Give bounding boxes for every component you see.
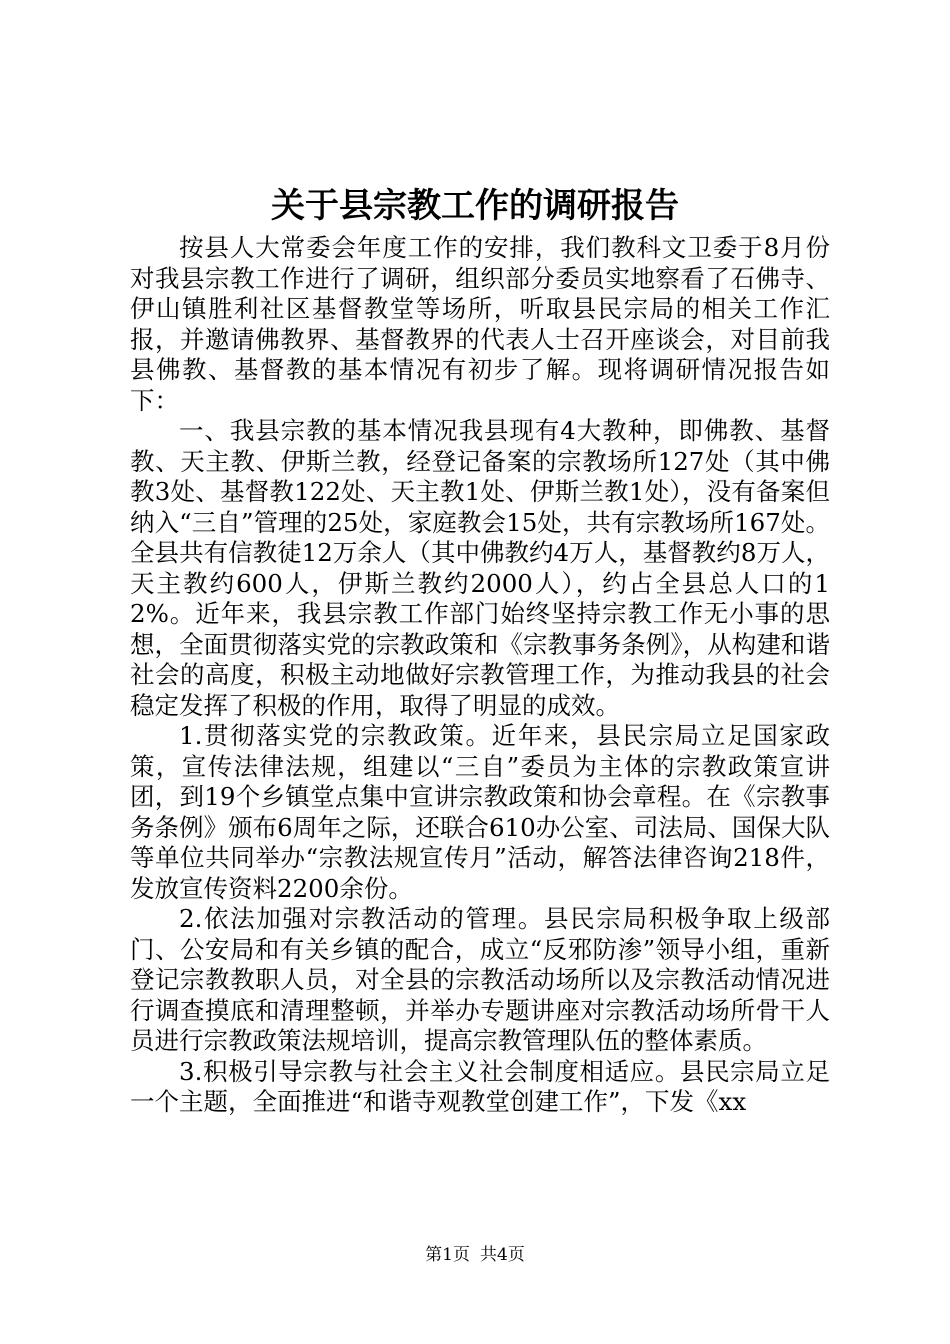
paragraph-management: 2.依法加强对宗教活动的管理。县民宗局积极争取上级部门、公安局和有关乡镇的配合，成立“反邪防渗”领导小组，重新登记宗教教职人员，对全县的宗教活动场所以及宗教活动情况进行调查摸底和清理整顿，并举办专题讲座对宗教活动场所骨干人员进行宗教政策法规培训，提高宗教管理队伍的整体素质。 <box>130 904 830 1055</box>
document-body <box>130 233 830 1118</box>
document-title: 关于县宗教工作的调研报告 <box>271 186 679 226</box>
page-total: 共4页 <box>480 1245 525 1265</box>
paragraph-intro: 按县人大常委会年度工作的安排，我们教科文卫委于8月份对我县宗教工作进行了调研，组织部分委员实地察看了石佛寺、伊山镇胜利社区基督教堂等场所，听取县民宗局的相关工作汇报，并邀请佛教界、基督教界的代表人士召开座谈会，对目前我县佛教、基督教的基本情况有初步了解。现将调研情况报告如下： <box>130 233 830 415</box>
paragraph-basic-situation: 一、我县宗教的基本情况我县现有4大教种，即佛教、基督教、天主教、伊斯兰教，经登记备案的宗教场所127处（其中佛教3处、基督教122处、天主教1处、伊斯兰教1处），没有备案但纳入“三自”管理的25处，家庭教会15处，共有宗教场所167处。全县共有信教徒12万余人（其中佛教约4万人，基督教约8万人，天主教约600人，伊斯兰教约2000人），约占全县总人口的12%。近年来，我县宗教工作部门始终坚持宗教工作无小事的思想，全面贯彻落实党的宗教政策和《宗教事务条例》，从构建和谐社会的高度，积极主动地做好宗教管理工作，为推动我县的社会稳定发挥了积极的作用，取得了明显的成效。 <box>130 416 830 720</box>
page-number: 第1页 <box>425 1245 470 1265</box>
paragraph-guidance: 3.积极引导宗教与社会主义社会制度相适应。县民宗局立足一个主题，全面推进“和谐寺观教堂创建工作”，下发《xx <box>130 1056 830 1116</box>
page-footer <box>0 1243 950 1267</box>
paragraph-policy: 1.贯彻落实党的宗教政策。近年来，县民宗局立足国家政策，宣传法律法规，组建以“三自”委员为主体的宗教政策宣讲团，到19个乡镇堂点集中宣讲宗教政策和协会章程。在《宗教事务条例》颁布6周年之际，还联合610办公室、司法局、国保大队等单位共同举办“宗教法规宣传月”活动，解答法律咨询218件，发放宣传资料2200余份。 <box>130 721 830 903</box>
